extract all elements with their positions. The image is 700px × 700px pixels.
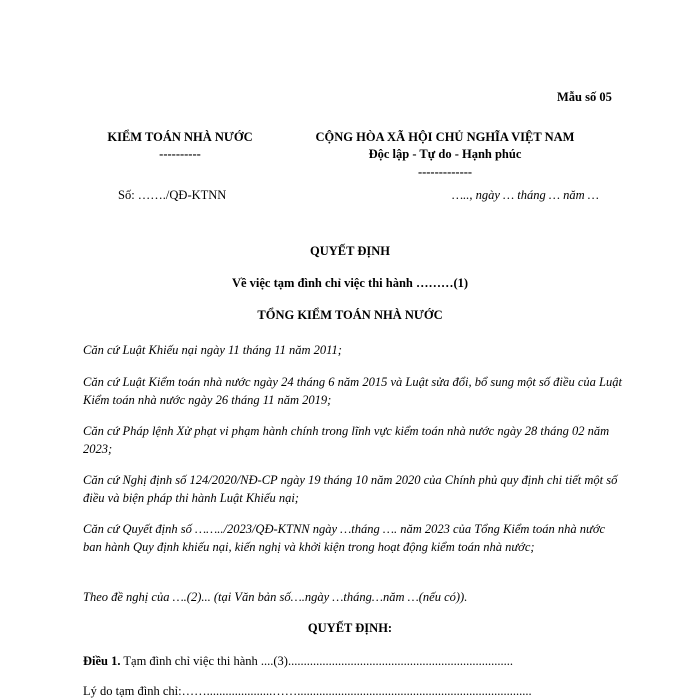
- document-subject: Về việc tạm đình chỉ việc thi hành ………(1): [231, 276, 469, 290]
- basis-4: Căn cứ Nghị định số 124/2020/NĐ-CP ngày 19 tháng 10 năm 2020 của Chính phủ quy định chi tiết một số điều và biện pháp thi hành Luật Khiếu nại;: [83, 473, 618, 505]
- document-number: Số: ……./QĐ-KTNN: [118, 188, 227, 202]
- basis-3: Căn cứ Pháp lệnh Xử phạt vi phạm hành chính trong lĩnh vực kiểm toán nhà nước ngày 28 tháng 02 năm 2023;: [83, 424, 610, 456]
- motto-rule: -------------: [417, 165, 473, 179]
- basis-6: Theo đề nghị của ….(2)... (tại Văn bản số….ngày …tháng…năm …(nếu có)).: [83, 590, 468, 604]
- country-name: CỘNG HÒA XÃ HỘI CHỦ NGHĨA VIỆT NAM: [315, 130, 575, 144]
- basis-2: Căn cứ Luật Kiểm toán nhà nước ngày 24 tháng 6 năm 2015 và Luật sửa đổi, bổ sung một số điều của Luật Kiểm toán nhà nước ngày 26 tháng 11 năm 2019;: [83, 375, 622, 407]
- document-title: QUYẾT ĐỊNH: [310, 244, 390, 258]
- agency-name: KIỂM TOÁN NHÀ NƯỚC: [107, 130, 253, 144]
- basis-5: Căn cứ Quyết định số ……../2023/QĐ-KTNN ngày …tháng …. năm 2023 của Tổng Kiểm toán nhà nước ban hành Quy định khiếu nại, kiến nghị và khởi kiện trong hoạt động kiểm toán nhà nước;: [83, 522, 606, 554]
- issuer-title: TỔNG KIỂM TOÁN NHÀ NƯỚC: [257, 308, 443, 322]
- agency-rule: ----------: [159, 147, 201, 161]
- basis-1: Căn cứ Luật Khiếu nại ngày 11 tháng 11 năm 2011;: [83, 343, 342, 357]
- document-date: ….., ngày … tháng … năm …: [452, 188, 599, 202]
- article-1: [83, 654, 513, 669]
- decision-heading: QUYẾT ĐỊNH:: [307, 621, 393, 635]
- motto: Độc lập - Tự do - Hạnh phúc: [368, 147, 522, 161]
- form-number: Mẫu số 05: [557, 90, 612, 104]
- article-1-label: Điều 1.: [83, 654, 121, 668]
- article-1-text: Tạm đình chỉ việc thi hành ....(3)........................................................................: [120, 654, 513, 668]
- suspension-reason: Lý do tạm đình chỉ:…….....................……...........................................................................: [83, 684, 532, 698]
